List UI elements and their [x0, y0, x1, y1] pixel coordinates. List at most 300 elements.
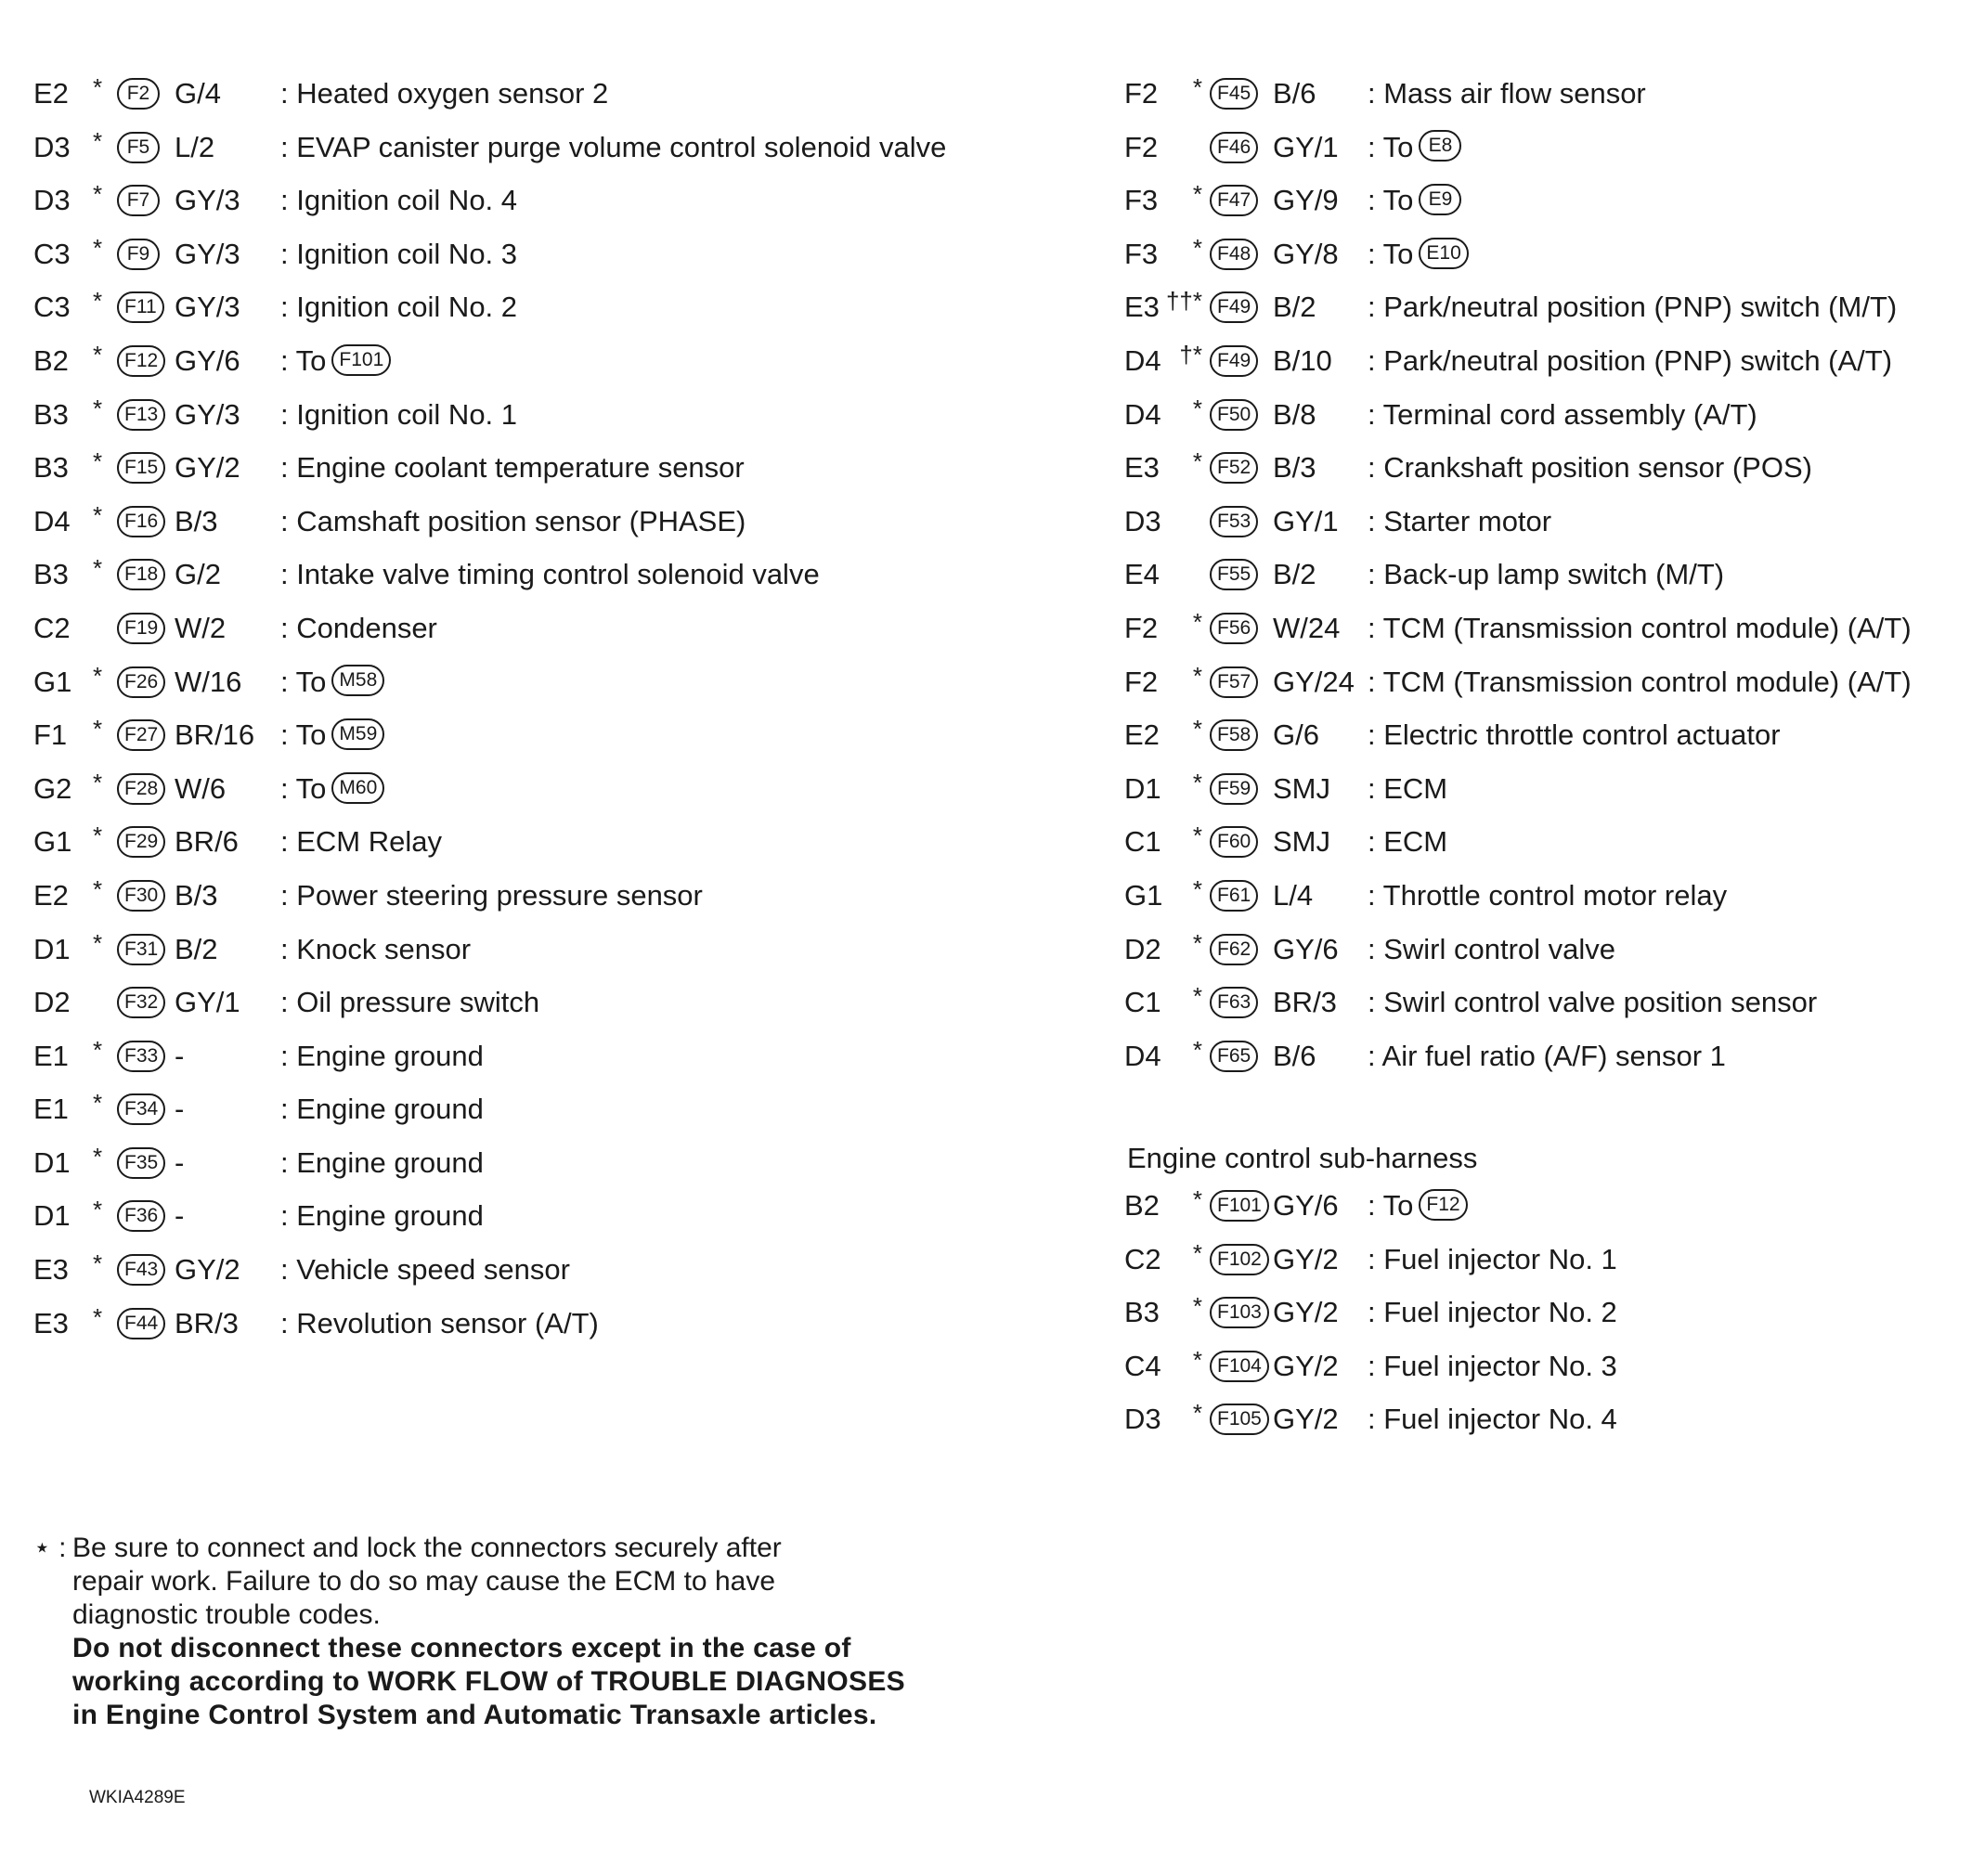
- description-text: : Electric throttle control actuator: [1368, 718, 1781, 752]
- grid-location: E3: [1124, 451, 1160, 485]
- description-text: : Park/neutral position (PNP) switch (M/T): [1368, 291, 1898, 324]
- note-line: repair work. Failure to do so may cause the ECM to have: [72, 1566, 776, 1597]
- grid-location: D3: [1124, 504, 1161, 537]
- description-text: : Engine ground: [280, 1145, 484, 1179]
- connector-description: [1368, 976, 1817, 1029]
- connector-number: F36: [117, 1200, 165, 1232]
- grid-location: B2: [33, 343, 69, 377]
- description-text: : Fuel injector No. 3: [1368, 1349, 1617, 1382]
- connector-color-pins: GY/2: [175, 451, 240, 485]
- connector-mark: *: [93, 554, 103, 583]
- connector-number: F33: [117, 1041, 165, 1072]
- connector-description: [1368, 67, 1646, 121]
- connector-description: [280, 655, 384, 709]
- grid-location: D4: [1124, 397, 1161, 431]
- connector-color-pins: GY/2: [1273, 1403, 1339, 1436]
- grid-location: C2: [1124, 1242, 1161, 1275]
- connector-number: F45: [1210, 78, 1258, 110]
- connector-mark: *: [1192, 607, 1202, 636]
- connector-mark: †*: [1179, 340, 1202, 369]
- connector-description: [1368, 1233, 1617, 1287]
- connector-color-pins: L/2: [175, 130, 215, 163]
- grid-location: C3: [33, 237, 71, 270]
- connector-color-pins: -: [175, 1093, 185, 1126]
- connector-description: [1368, 174, 1461, 227]
- connector-mark: *: [1192, 822, 1202, 850]
- connector-color-pins: BR/16: [175, 718, 255, 752]
- description-text: : Engine ground: [280, 1093, 484, 1126]
- grid-location: C2: [33, 611, 71, 644]
- connector-number: F49: [1210, 345, 1258, 377]
- description-text: : Oil pressure switch: [280, 986, 540, 1019]
- connector-number: F52: [1210, 452, 1258, 484]
- connector-number: F35: [117, 1147, 165, 1179]
- connector-description: [280, 334, 391, 388]
- connector-color-pins: B/3: [1273, 451, 1316, 485]
- grid-location: E3: [1124, 291, 1160, 324]
- description-text: : Fuel injector No. 1: [1368, 1242, 1617, 1275]
- description-text: : EVAP canister purge volume control solenoid valve: [280, 130, 947, 163]
- connector-number: F57: [1210, 666, 1258, 698]
- connector-description: [1368, 441, 1812, 495]
- figure-id: WKIA4289E: [89, 1788, 186, 1807]
- connector-description: [1368, 1029, 1726, 1083]
- grid-location: B2: [1124, 1189, 1160, 1222]
- connector-description: [280, 121, 946, 175]
- connector-color-pins: GY/3: [175, 184, 240, 217]
- connector-number: F11: [117, 291, 164, 323]
- connector-mark: *: [1192, 1238, 1202, 1267]
- connector-number: F104: [1210, 1351, 1269, 1382]
- connector-mark: *: [1192, 982, 1202, 1011]
- connector-number: F18: [117, 559, 165, 590]
- grid-location: F2: [1124, 665, 1159, 698]
- connector-number: F29: [117, 826, 165, 858]
- description-text: : ECM: [1368, 771, 1448, 805]
- connector-color-pins: L/4: [1273, 878, 1314, 912]
- description-text: : Fuel injector No. 4: [1368, 1403, 1617, 1436]
- grid-location: F3: [1124, 184, 1159, 217]
- connector-mark: *: [93, 394, 103, 422]
- grid-location: D4: [1124, 343, 1161, 377]
- connector-color-pins: SMJ: [1273, 771, 1330, 805]
- connector-mark: *: [1192, 928, 1202, 957]
- description-text: : TCM (Transmission control module) (A/T): [1368, 611, 1912, 644]
- target-connector: F12: [1419, 1189, 1467, 1221]
- connector-mark: *: [93, 715, 103, 744]
- note-symbol: ⋆ :: [33, 1533, 67, 1563]
- connector-description: [1368, 388, 1757, 442]
- connector-description: [1368, 280, 1897, 334]
- description-text: : Swirl control valve: [1368, 932, 1616, 965]
- connector-number: F63: [1210, 987, 1258, 1018]
- connector-description: [1368, 655, 1912, 709]
- description-text: : Engine coolant temperature sensor: [280, 451, 745, 485]
- description-text: : ECM: [1368, 825, 1448, 859]
- connector-mark: *: [93, 500, 103, 529]
- connector-number: F12: [117, 345, 165, 377]
- grid-location: E3: [33, 1306, 69, 1339]
- grid-location: E4: [1124, 558, 1160, 591]
- connector-mark: *: [1192, 661, 1202, 690]
- connector-description: [1368, 334, 1892, 388]
- connector-mark: *: [1192, 1292, 1202, 1321]
- connector-number: F19: [117, 613, 165, 644]
- grid-location: G1: [33, 825, 72, 859]
- description-text: : Vehicle speed sensor: [280, 1253, 570, 1287]
- description-text: : Engine ground: [280, 1199, 484, 1233]
- connector-mark: *: [93, 1142, 103, 1171]
- grid-location: B3: [33, 558, 69, 591]
- connector-color-pins: W/2: [175, 611, 227, 644]
- connector-mark: *: [93, 1196, 103, 1224]
- connector-number: F44: [117, 1308, 165, 1339]
- description-text: : Air fuel ratio (A/F) sensor 1: [1368, 1039, 1726, 1072]
- connector-mark: *: [93, 126, 103, 155]
- connector-number: F47: [1210, 185, 1258, 216]
- connector-color-pins: B/2: [1273, 558, 1316, 591]
- grid-location: D4: [1124, 1039, 1161, 1072]
- connector-description: [280, 1082, 484, 1136]
- connector-note: [33, 1532, 1018, 1732]
- description-text: : Mass air flow sensor: [1368, 77, 1646, 110]
- grid-location: F2: [1124, 130, 1159, 163]
- connector-number: F59: [1210, 773, 1258, 805]
- grid-location: G2: [33, 771, 72, 805]
- connector-mark: *: [93, 340, 103, 369]
- connector-color-pins: GY/1: [1273, 130, 1339, 163]
- connector-color-pins: GY/8: [1273, 237, 1339, 270]
- grid-location: D1: [1124, 771, 1161, 805]
- connector-mark: *: [1192, 715, 1202, 744]
- connector-description: [280, 227, 517, 281]
- grid-location: F1: [33, 718, 68, 752]
- connector-color-pins: W/24: [1273, 611, 1341, 644]
- connector-number: F103: [1210, 1297, 1269, 1328]
- grid-location: D3: [33, 130, 71, 163]
- connector-description: [280, 495, 746, 549]
- connector-description: [280, 1029, 484, 1083]
- description-text: : Heated oxygen sensor 2: [280, 77, 609, 110]
- connector-color-pins: B/2: [1273, 291, 1316, 324]
- connector-color-pins: -: [175, 1039, 185, 1072]
- connector-mark: *: [93, 1035, 103, 1064]
- description-text: : To: [1368, 130, 1414, 163]
- connector-color-pins: GY/6: [175, 343, 240, 377]
- connector-color-pins: B/6: [1273, 1039, 1316, 1072]
- connector-mark: *: [1192, 447, 1202, 476]
- connector-color-pins: GY/3: [175, 237, 240, 270]
- grid-location: F3: [1124, 237, 1159, 270]
- connector-number: F32: [117, 987, 165, 1018]
- connector-description: [280, 815, 442, 869]
- grid-location: G1: [1124, 878, 1163, 912]
- connector-description: [280, 708, 384, 762]
- connector-color-pins: GY/6: [1273, 1189, 1339, 1222]
- connector-description: [280, 280, 517, 334]
- connector-mark: *: [1192, 73, 1202, 101]
- connector-description: [1368, 548, 1724, 602]
- connector-description: [1368, 121, 1461, 175]
- connector-color-pins: B/2: [175, 932, 218, 965]
- connector-mark: *: [1192, 768, 1202, 796]
- connector-number: F55: [1210, 559, 1258, 590]
- connector-mark: *: [93, 287, 103, 316]
- connector-description: [280, 869, 703, 923]
- connector-number: F49: [1210, 291, 1258, 323]
- target-connector: M59: [331, 718, 384, 750]
- connector-description: [1368, 869, 1727, 923]
- connector-number: F15: [117, 452, 165, 484]
- connector-number: F16: [117, 506, 165, 537]
- connector-number: F62: [1210, 934, 1258, 965]
- connector-number: F48: [1210, 239, 1258, 270]
- description-text: : Throttle control motor relay: [1368, 878, 1728, 912]
- connector-color-pins: GY/2: [1273, 1349, 1339, 1382]
- connector-mark: *: [93, 874, 103, 903]
- connector-color-pins: GY/2: [175, 1253, 240, 1287]
- description-text: : ECM Relay: [280, 825, 442, 859]
- connector-color-pins: -: [175, 1199, 185, 1233]
- connector-description: [280, 1189, 484, 1243]
- description-text: : To: [280, 665, 327, 698]
- connector-mark: *: [93, 1089, 103, 1118]
- connector-mark: *: [1192, 1345, 1202, 1374]
- target-connector: E10: [1419, 238, 1468, 269]
- note-body: [72, 1532, 1018, 1732]
- connector-number: F31: [117, 934, 165, 965]
- connector-color-pins: GY/2: [1273, 1242, 1339, 1275]
- description-text: : Ignition coil No. 4: [280, 184, 518, 217]
- grid-location: C3: [33, 291, 71, 324]
- connector-number: F101: [1210, 1190, 1269, 1222]
- connector-number: F43: [117, 1254, 165, 1286]
- connector-description: [280, 923, 471, 977]
- connector-color-pins: B/3: [175, 504, 218, 537]
- grid-location: E1: [33, 1039, 69, 1072]
- connector-mark: *: [93, 661, 103, 690]
- connector-description: [1368, 1179, 1468, 1233]
- connector-number: F5: [117, 132, 160, 163]
- grid-location: G1: [33, 665, 72, 698]
- grid-location: F2: [1124, 77, 1159, 110]
- description-text: : Intake valve timing control solenoid valve: [280, 558, 820, 591]
- connector-color-pins: -: [175, 1145, 185, 1179]
- connector-mark: *: [93, 233, 103, 262]
- connector-color-pins: W/16: [175, 665, 242, 698]
- connector-description: [1368, 1392, 1617, 1446]
- target-connector: F101: [331, 344, 391, 376]
- connector-color-pins: SMJ: [1273, 825, 1330, 859]
- description-text: : Engine ground: [280, 1039, 484, 1072]
- connector-description: [280, 1297, 599, 1351]
- description-text: : Back-up lamp switch (M/T): [1368, 558, 1725, 591]
- note-warning-line: in Engine Control System and Automatic Transaxle articles.: [72, 1700, 877, 1730]
- connector-number: F58: [1210, 719, 1258, 751]
- connector-description: [280, 1243, 570, 1297]
- connector-description: [280, 602, 437, 655]
- description-text: : Power steering pressure sensor: [280, 878, 703, 912]
- connector-color-pins: B/10: [1273, 343, 1332, 377]
- grid-location: D3: [33, 184, 71, 217]
- description-text: : To: [1368, 184, 1414, 217]
- connector-description: [1368, 762, 1447, 816]
- grid-location: B3: [33, 397, 69, 431]
- description-text: : Ignition coil No. 1: [280, 397, 518, 431]
- grid-location: E2: [1124, 718, 1160, 752]
- connector-mark: *: [93, 1249, 103, 1278]
- grid-location: E3: [33, 1253, 69, 1287]
- connector-mark: *: [93, 928, 103, 957]
- description-text: : To: [1368, 237, 1414, 270]
- note-warning-line: Do not disconnect these connectors except in the case of: [72, 1633, 851, 1663]
- connector-number: F65: [1210, 1041, 1258, 1072]
- connector-number: F27: [117, 719, 165, 751]
- connector-number: F34: [117, 1093, 165, 1125]
- grid-location: E2: [33, 878, 69, 912]
- connector-number: F2: [117, 78, 160, 110]
- connector-color-pins: GY/2: [1273, 1296, 1339, 1329]
- connector-number: F9: [117, 239, 160, 270]
- description-text: : Condenser: [280, 611, 437, 644]
- connector-description: [280, 388, 517, 442]
- target-connector: M60: [331, 772, 384, 804]
- connector-description: [1368, 495, 1551, 549]
- description-text: : Swirl control valve position sensor: [1368, 986, 1818, 1019]
- connector-mark: *: [1192, 1399, 1202, 1428]
- description-text: : Knock sensor: [280, 932, 472, 965]
- connector-mark: ††*: [1165, 287, 1202, 316]
- connector-color-pins: B/6: [1273, 77, 1316, 110]
- connector-description: [1368, 1286, 1617, 1339]
- target-connector: E9: [1419, 184, 1461, 215]
- connector-number: F30: [117, 880, 165, 912]
- connector-number: F53: [1210, 506, 1258, 537]
- connector-description: [1368, 1339, 1617, 1393]
- target-connector: E8: [1419, 130, 1461, 162]
- note-line: diagnostic trouble codes.: [72, 1599, 381, 1630]
- connector-number: F50: [1210, 399, 1258, 431]
- grid-location: D1: [33, 1199, 71, 1233]
- grid-location: C1: [1124, 825, 1161, 859]
- connector-color-pins: G/2: [175, 558, 221, 591]
- target-connector: M58: [331, 665, 384, 696]
- grid-location: C1: [1124, 986, 1161, 1019]
- description-text: : Ignition coil No. 2: [280, 291, 518, 324]
- description-text: : Park/neutral position (PNP) switch (A/T): [1368, 343, 1893, 377]
- connector-mark: *: [93, 180, 103, 209]
- connector-description: [280, 1136, 484, 1190]
- connector-number: F61: [1210, 880, 1258, 912]
- grid-location: B3: [33, 451, 69, 485]
- connector-mark: *: [93, 822, 103, 850]
- connector-color-pins: GY/3: [175, 291, 240, 324]
- description-text: : Fuel injector No. 2: [1368, 1296, 1617, 1329]
- connector-mark: *: [1192, 1185, 1202, 1213]
- connector-mark: *: [1192, 394, 1202, 422]
- connector-color-pins: GY/9: [1273, 184, 1339, 217]
- connector-number: F26: [117, 666, 165, 698]
- grid-location: D4: [33, 504, 71, 537]
- connector-mark: *: [93, 768, 103, 796]
- connector-color-pins: BR/6: [175, 825, 239, 859]
- grid-location: D2: [1124, 932, 1161, 965]
- sub-harness-heading: Engine control sub-harness: [1127, 1142, 1478, 1174]
- connector-color-pins: GY/1: [175, 986, 240, 1019]
- connector-description: [1368, 815, 1447, 869]
- connector-color-pins: BR/3: [1273, 986, 1337, 1019]
- connector-color-pins: BR/3: [175, 1306, 239, 1339]
- connector-description: [1368, 602, 1912, 655]
- connector-color-pins: GY/6: [1273, 932, 1339, 965]
- description-text: : Crankshaft position sensor (POS): [1368, 451, 1812, 485]
- note-warning-line: working according to WORK FLOW of TROUBLE DIAGNOSES: [72, 1666, 905, 1697]
- description-text: : Revolution sensor (A/T): [280, 1306, 599, 1339]
- grid-location: E1: [33, 1093, 69, 1126]
- connector-number: F105: [1210, 1404, 1269, 1435]
- description-text: : Ignition coil No. 3: [280, 237, 518, 270]
- connector-color-pins: G/6: [1273, 718, 1319, 752]
- connector-number: F60: [1210, 826, 1258, 858]
- note-line: Be sure to connect and lock the connectors securely after: [72, 1533, 782, 1563]
- description-text: : Terminal cord assembly (A/T): [1368, 397, 1757, 431]
- connector-color-pins: G/4: [175, 77, 221, 110]
- description-text: : To: [280, 343, 327, 377]
- connector-mark: *: [93, 1302, 103, 1331]
- connector-mark: *: [1192, 874, 1202, 903]
- connector-description: [280, 441, 745, 495]
- connector-number: F102: [1210, 1244, 1269, 1275]
- connector-description: [1368, 708, 1781, 762]
- connector-description: [280, 548, 820, 602]
- connector-number: F28: [117, 773, 165, 805]
- connector-description: [280, 67, 608, 121]
- connector-number: F56: [1210, 613, 1258, 644]
- connector-number: F13: [117, 399, 165, 431]
- description-text: : TCM (Transmission control module) (A/T): [1368, 665, 1912, 698]
- connector-color-pins: GY/3: [175, 397, 240, 431]
- connector-color-pins: GY/24: [1273, 665, 1355, 698]
- connector-description: [1368, 923, 1615, 977]
- connector-description: [280, 976, 539, 1029]
- connector-number: F7: [117, 185, 160, 216]
- description-text: : Camshaft position sensor (PHASE): [280, 504, 746, 537]
- grid-location: E2: [33, 77, 69, 110]
- description-text: : To: [1368, 1189, 1414, 1222]
- connector-color-pins: GY/1: [1273, 504, 1339, 537]
- connector-description: [1368, 227, 1469, 281]
- grid-location: F2: [1124, 611, 1159, 644]
- connector-mark: *: [93, 73, 103, 101]
- connector-mark: *: [93, 447, 103, 476]
- grid-location: C4: [1124, 1349, 1161, 1382]
- grid-location: B3: [1124, 1296, 1160, 1329]
- connector-color-pins: B/3: [175, 878, 218, 912]
- grid-location: D1: [33, 1145, 71, 1179]
- connector-description: [280, 762, 384, 816]
- connector-mark: *: [1192, 233, 1202, 262]
- description-text: : Starter motor: [1368, 504, 1552, 537]
- grid-location: D2: [33, 986, 71, 1019]
- grid-location: D3: [1124, 1403, 1161, 1436]
- connector-color-pins: B/8: [1273, 397, 1316, 431]
- grid-location: D1: [33, 932, 71, 965]
- connector-mark: *: [1192, 180, 1202, 209]
- description-text: : To: [280, 718, 327, 752]
- connector-number: F46: [1210, 132, 1258, 163]
- connector-mark: *: [1192, 1035, 1202, 1064]
- description-text: : To: [280, 771, 327, 805]
